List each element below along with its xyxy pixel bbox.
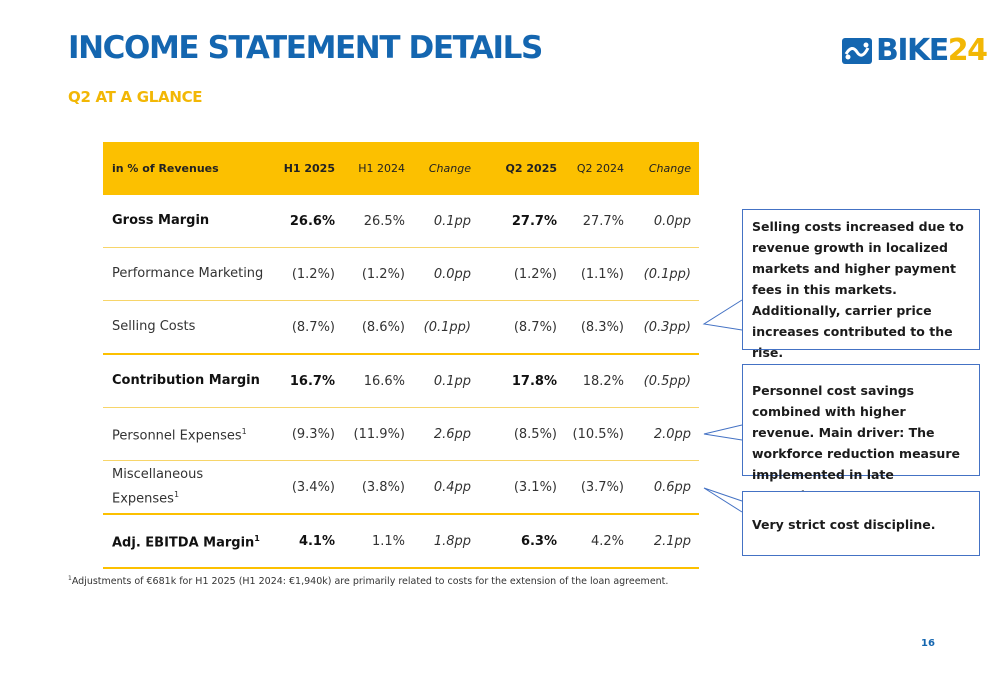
cell-value: 16.7%: [273, 354, 343, 408]
cell-value: (0.1pp): [632, 248, 699, 301]
header-q2-2024: Q2 2024: [565, 142, 632, 195]
callout-text: Additionally, carrier price increases contributed to the rise.: [752, 303, 953, 360]
callout-text: Selling costs increased due to revenue growth in localized markets and higher payment fees in this markets.: [752, 219, 964, 297]
callout-text: Very strict cost discipline.: [752, 517, 936, 532]
callout-selling-costs: [742, 209, 980, 360]
cell-value: (11.9%): [343, 408, 413, 461]
row-label: Selling Costs: [103, 301, 273, 355]
row-label: Adj. EBITDA Margin$^1$: [103, 514, 273, 568]
cell-value: 2.0pp: [632, 408, 699, 461]
cell-value: 4.2%: [565, 514, 632, 568]
cell-value: (8.5%): [479, 408, 565, 461]
page-subtitle: Q2 AT A GLANCE: [68, 88, 203, 106]
row-label: Gross Margin: [103, 195, 273, 248]
callout-text: Personnel cost savings combined with higher revenue. Main driver: The workforce reduction measure implemented in late: [752, 383, 960, 482]
footnote: $^1$Adjustments of €681k for H1 2025 (H1 2024: €1,940k) are primarily related to costs for the extension of the loan agreement.: [68, 575, 669, 588]
cell-value: 0.0pp: [413, 248, 479, 301]
row-label: Personnel Expenses$^1$: [103, 408, 273, 461]
cell-value: (1.2%): [479, 248, 565, 301]
cell-value: 16.6%: [343, 354, 413, 408]
page-title: INCOME STATEMENT DETAILS: [68, 30, 542, 66]
cell-value: 1.8pp: [413, 514, 479, 568]
cell-value: (0.1pp): [413, 301, 479, 355]
cell-value: 26.6%: [273, 195, 343, 248]
header-q2-change: Change: [632, 142, 699, 195]
cell-value: (3.8%): [343, 461, 413, 515]
cell-value: 18.2%: [565, 354, 632, 408]
cell-value: (1.2%): [343, 248, 413, 301]
cell-value: (3.4%): [273, 461, 343, 515]
cell-value: (3.1%): [479, 461, 565, 515]
cell-value: (8.6%): [343, 301, 413, 355]
header-h1-2024: H1 2024: [343, 142, 413, 195]
cell-value: (0.5pp): [632, 354, 699, 408]
header-q2-2025: Q2 2025: [479, 142, 565, 195]
cell-value: 0.1pp: [413, 354, 479, 408]
cell-value: (8.7%): [479, 301, 565, 355]
cell-value: (8.7%): [273, 301, 343, 355]
cell-value: (0.3pp): [632, 301, 699, 355]
cell-value: 2.1pp: [632, 514, 699, 568]
cell-value: 26.5%: [343, 195, 413, 248]
logo-wordmark: BIKE24: [876, 33, 987, 68]
row-label: Miscellaneous Expenses$^1$: [103, 461, 273, 515]
cell-value: 0.0pp: [632, 195, 699, 248]
cell-value: 0.6pp: [632, 461, 699, 515]
cell-value: 2.6pp: [413, 408, 479, 461]
cell-value: 27.7%: [565, 195, 632, 248]
cell-value: 0.4pp: [413, 461, 479, 515]
cell-value: (3.7%): [565, 461, 632, 515]
callout-personnel-costs: [742, 364, 980, 482]
header-metric: in % of Revenues: [103, 142, 273, 195]
page-number: 16: [921, 638, 935, 649]
cell-value: 4.1%: [273, 514, 343, 568]
cell-value: 27.7%: [479, 195, 565, 248]
cell-value: (1.2%): [273, 248, 343, 301]
cell-value: 17.8%: [479, 354, 565, 408]
row-label: Performance Marketing: [103, 248, 273, 301]
cell-value: (9.3%): [273, 408, 343, 461]
row-label: Contribution Margin: [103, 354, 273, 408]
callout-misc-expenses: [742, 491, 980, 556]
cell-value: 1.1%: [343, 514, 413, 568]
cell-value: (10.5%): [565, 408, 632, 461]
header-h1-change: Change: [413, 142, 479, 195]
cell-value: 0.1pp: [413, 195, 479, 248]
cell-value: (1.1%): [565, 248, 632, 301]
cell-value: (8.3%): [565, 301, 632, 355]
header-h1-2025: H1 2025: [273, 142, 343, 195]
cell-value: 6.3%: [479, 514, 565, 568]
